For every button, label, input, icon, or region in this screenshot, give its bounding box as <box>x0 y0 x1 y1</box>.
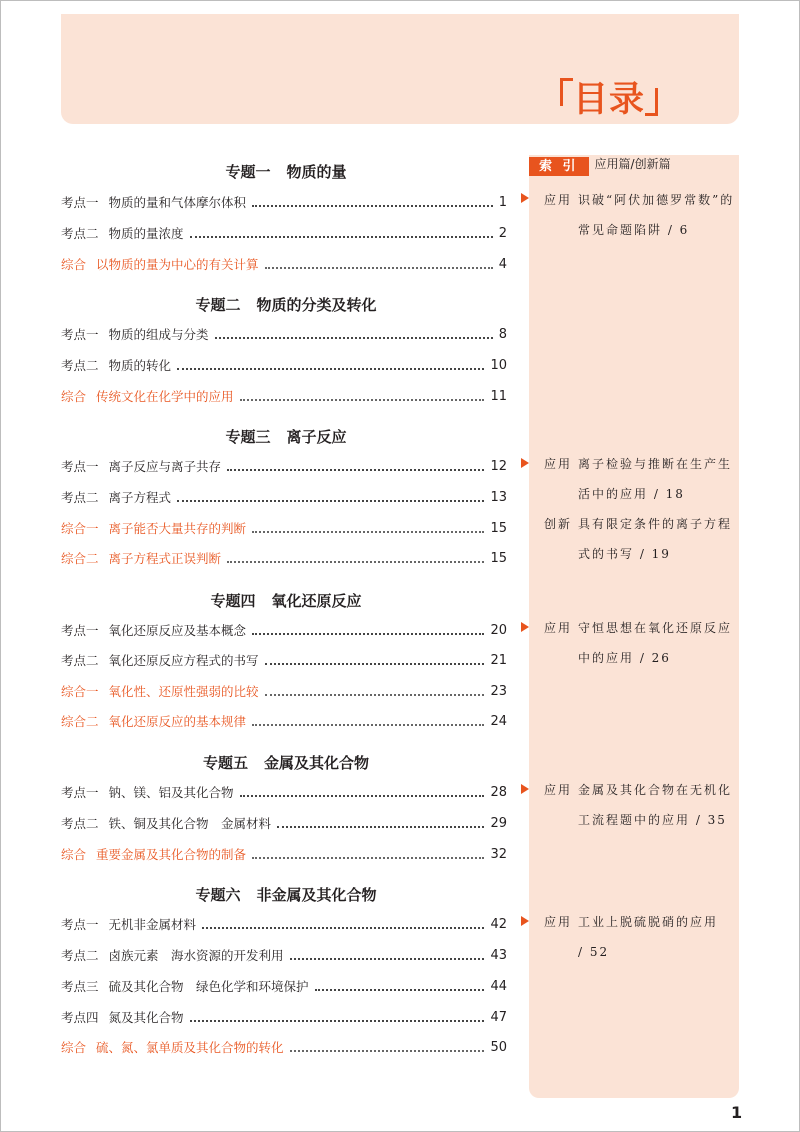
section-title: 专题五 金属及其化合物 <box>202 754 370 772</box>
pointer-arrow-icon <box>521 622 529 632</box>
toc-entry[interactable]: 考点二 铁、铜及其化合物 金属材料 29 <box>61 816 507 831</box>
toc-entry[interactable]: 考点二 物质的转化 10 <box>61 358 507 373</box>
toc-entry[interactable]: 考点一 氧化还原反应及基本概念 20 <box>61 623 507 638</box>
toc-entry[interactable]: 考点一 无机非金属材料 42 <box>61 917 507 932</box>
section-title: 专题四 氧化还原反应 <box>210 592 362 610</box>
section-title: 专题一 物质的量 <box>225 163 347 181</box>
section-title: 专题三 离子反应 <box>225 428 347 446</box>
toc-entry[interactable]: 考点一 物质的量和气体摩尔体积 1 <box>61 195 507 210</box>
toc-entry[interactable]: 考点一 离子反应与离子共存 12 <box>61 459 507 474</box>
toc-entry[interactable]: 考点二 物质的量浓度 2 <box>61 226 507 241</box>
page-title-text: 目录 <box>573 80 646 120</box>
toc-entry[interactable]: 考点二 离子方程式 13 <box>61 490 507 505</box>
pointer-arrow-icon <box>521 193 529 203</box>
page-number: 1 <box>731 1103 743 1122</box>
index-tag: 索 引 <box>529 157 589 176</box>
index-header <box>529 155 671 174</box>
index-subtitle: 应用篇/创新篇 <box>594 157 671 171</box>
pointer-arrow-icon <box>521 458 529 468</box>
toc-entry[interactable]: 考点二 卤族元素 海水资源的开发利用 43 <box>61 948 507 963</box>
pointer-arrow-icon <box>521 916 529 926</box>
toc-entry[interactable]: 考点二 氧化还原反应方程式的书写 21 <box>61 653 507 668</box>
toc-entry-highlight[interactable]: 综合一 氧化性、还原性强弱的比较 23 <box>61 684 507 699</box>
toc-entry[interactable]: 考点一 钠、镁、铝及其化合物 28 <box>61 785 507 800</box>
index-block[interactable]: 应用 守恒思想在氧化还原反应 中的应用 / 26 <box>544 621 733 665</box>
toc-entry-highlight[interactable]: 综合二 氧化还原反应的基本规律 24 <box>61 714 507 729</box>
section-title: 专题六 非金属及其化合物 <box>195 886 377 904</box>
index-block[interactable]: 应用 识破“阿伏加德罗常数”的 常见命题陷阱 / 6 <box>544 193 735 237</box>
right-bracket-icon <box>645 78 663 116</box>
pointer-arrow-icon <box>521 784 529 794</box>
toc-entry-highlight[interactable]: 综合 传统文化在化学中的应用 11 <box>61 389 507 404</box>
page-title <box>555 72 663 120</box>
left-bracket-icon <box>555 78 573 116</box>
toc-entry-highlight[interactable]: 综合 硫、氮、氯单质及其化合物的转化 50 <box>61 1040 507 1055</box>
toc-entry-highlight[interactable]: 综合 以物质的量为中心的有关计算 4 <box>61 257 507 272</box>
index-block[interactable]: 应用 金属及其化合物在无机化 工流程题中的应用 / 35 <box>544 783 733 827</box>
toc-entry[interactable]: 考点一 物质的组成与分类 8 <box>61 327 507 342</box>
toc-entry-highlight[interactable]: 综合二 离子方程式正误判断 15 <box>61 551 507 566</box>
toc-entry-highlight[interactable]: 综合 重要金属及其化合物的制备 32 <box>61 847 507 862</box>
index-block[interactable]: 应用 工业上脱硫脱硝的应用 / 52 <box>544 915 719 959</box>
toc-entry[interactable]: 考点四 氮及其化合物 47 <box>61 1010 507 1025</box>
index-block[interactable]: 应用 离子检验与推断在生产生 活中的应用 / 18 创新 具有限定条件的离子方程 式的书写 / 19 <box>544 457 733 561</box>
toc-entry-highlight[interactable]: 综合一 离子能否大量共存的判断 15 <box>61 521 507 536</box>
section-title: 专题二 物质的分类及转化 <box>195 296 377 314</box>
toc-entry[interactable]: 考点三 硫及其化合物 绿色化学和环境保护 44 <box>61 979 507 994</box>
